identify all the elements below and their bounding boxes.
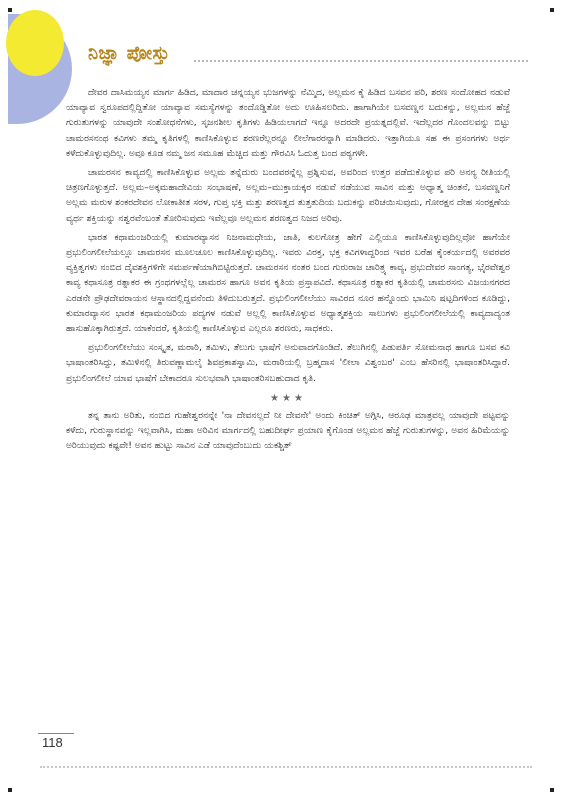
paragraph-3: ಭಾರತ ಕಥಾಮಂಜರಿಯಲ್ಲಿ ಕುಮಾರವ್ಯಾಸನ ನಿಜನಾಮಧೇಯ, ಜಾತಿ, ಕುಲಗೋತ್ರ ಹೇಗೆ ಎಲ್ಲಿಯೂ ಕಾಣಿಸಿಕೊಳ್ಳುವುದಿಲ್ಲವೋ ಹಾಗೆಯೇ ಪ್ರಭುಲಿಂಗಲೀಲೆಯಲ್ಲೂ ಚಾಮರಸನ ಮೂಲಚೂಲ ಕಾಣಿಸಿಕೊಳ್ಳುವುದಿಲ್ಲ. ಇವರು ವಿರಕ್ತ, ಭಕ್ತ ಕವಿಗಳಾದ್ದರಿಂದ ಇವರ ಬರೆಹ ಕೈಂಕರ್ಯದಲ್ಲಿ ಅವರವರ ವ್ಯಕ್ತಿತ್ವಗಳು ನಂಬಿದ ದೈವಶಕ್ತಿಗಳಿಗೇ ಸಮರ್ಪಣೆಯಾಗಿಬಿಟ್ಟಿರುತ್ತದೆ. ಚಾಮರಸನ ನಂತರ ಬಂದ ಗುರುರಾಜ ಚಾರಿತ್ರ್ಯ ಕಾವ್ಯ, ಪ್ರಭುದೇವರ ಸಾಂಗತ್ಯ, ಭೈರವೇಶ್ವರ ಕಾವ್ಯ ಕಥಾಸೂತ್ರ ರತ್ನಾಕರ ಈ ಗ್ರಂಥಗಳಲ್ಲೆಲ್ಲ ಚಾಮರಸ ಹಾಗೂ ಅವನ ಕೃತಿಯ ಪ್ರಸ್ತಾಪವಿದೆ. ಕಥಾಸೂತ್ರ ರತ್ನಾಕರ ಕೃತಿಯಲ್ಲಿ ಚಾಮರಸನು ವಿಜಯನಗರದ ಎರಡನೇ ಪ್ರೌಢದೇವರಾಯನ ಆಸ್ಥಾನದಲ್ಲಿದ್ದವನೆಂದು ತಿಳಿದುಬರುತ್ತದೆ. ಪ್ರಭುಲಿಂಗಲೀಲೆಯು ಸಾವಿರದ ನೂರ ಹನ್ನೊಂದು ಭಾಮಿನಿ ಷಟ್ಪದಿಗಳಿಂದ ಕೂಡಿದ್ದು, ಕುಮಾರವ್ಯಾಸನ ಭಾರತ ಕಥಾಮಂಜರಿಯ ಪದ್ಯಗಳ ನಡುವೆ ಅಲ್ಲಲ್ಲಿ ಕಾಣಿಸಿಕೊಳ್ಳುವ ಅಧ್ಯಾತ್ಮಶಕ್ತಿಯ ಸಾಲುಗಳು ಪ್ರಭುಲಿಂಗಲೀಲೆಯಲ್ಲಿ ಕಾವ್ಯದಾದ್ಯಂತ ಹಾಸುಹೊಕ್ಕಾಗಿರುತ್ತದೆ. ಯಾಕೆಂದರೆ, ಕೃತಿಯಲ್ಲಿ ಕಾಣಿಸಿಕೊಳ್ಳುವ ಎಲ್ಲರೂ ಶರಣರು, ಸಾಧಕರು. <box>66 232 510 335</box>
header-dotted-rule <box>194 60 528 62</box>
footer-rule <box>38 733 74 734</box>
crop-mark-bottom-right <box>550 788 554 792</box>
decorative-yellow-circle <box>6 10 64 76</box>
footer-dotted-rule <box>40 766 532 768</box>
body-text <box>66 86 510 459</box>
crop-mark-bottom-left <box>8 788 12 792</box>
section-separator: ★★★ <box>270 392 306 404</box>
crop-mark-top-right <box>550 8 554 12</box>
closing-paragraph: ತನ್ನ ತಾನು ಅರಿತು, ನಂಬಿದ ಗುಹೇಶ್ವರನನ್ನೇ 'ನಾ ದೇವನಲ್ಲದೆ ನೀ ದೇವನೇ' ಅಂದು ಕಿಂಚಿತ್ ಅಗ್ಗಿಸಿ, ಆರೂಢ ಮಾತ್ರವಲ್ಲ ಯಾವುದೇ ಪಟ್ಟವನ್ನು ಕಳೆದು, ಗುರುಸ್ಥಾನವನ್ನು ಇಲ್ಲವಾಗಿಸಿ, ಮಹಾ ಅರಿವಿನ ಮಾರ್ಗದಲ್ಲಿ ಬಹುದೀರ್ಘ ಪ್ರಯಾಣ ಕೈಗೊಂಡ ಅಲ್ಲಮನ ಹೆಜ್ಜೆ ಗುರುತುಗಳನ್ನು, ಅವನ ಹಿರಿಮೆಯನ್ನು ಅರಿಯುವುದು ಕಷ್ಟವೇ! ಅವನ ಹುಟ್ಟು ಸಾವಿನ ಎಡೆ ಯಾವುದೆಂಬುದು ಯಕಶ್ಚಿತ್ <box>66 411 510 452</box>
section-header-title: ನಿಜ್ಞಾ ಪೋಸ್ತು <box>88 43 170 64</box>
page-number: 118 <box>42 735 63 750</box>
paragraph-4: ಪ್ರಭುಲಿಂಗಲೀಲೆಯು ಸಂಸ್ಕೃತ, ಮರಾಠಿ, ತಮಿಳು, ತೆಲುಗು ಭಾಷೆಗೆ ಅನುವಾದಗೊಂಡಿದೆ. ತೆಲುಗಿನಲ್ಲಿ ಪಿಡುಪರ್ತಿ ಸೋಮನಾಥ ಹಾಗೂ ಬಸವ ಕವಿ ಭಾಷಾಂತರಿಸಿದ್ದು, ತಮಿಳಿನಲ್ಲಿ ತಿರುವಣ್ಣಾಮಲೈ ಶಿವಪ್ರಕಾಶಸ್ವಾಮಿ, ಮರಾಠಿಯಲ್ಲಿ ಬ್ರಹ್ಮದಾಸ 'ಲೀಲಾ ವಿಶ್ವಂಬರ' ಎಂಬ ಹೆಸರಿನಲ್ಲಿ ಭಾಷಾಂತರಿಸಿದ್ದಾರೆ. ಪ್ರಭುಲಿಂಗಲೀಲೆ ಯಾವ ಭಾಷೆಗೆ ಬೇಕಾದರೂ ಸುಲಭವಾಗಿ ಭಾಷಾಂತರಿಸಬಹುದಾದ ಕೃತಿ. <box>66 343 510 384</box>
paragraph-1: ದೇವರ ದಾಸಿಮಯ್ಯನ ಮಾರ್ಗ ಹಿಡಿದ, ಮಾದಾರ ಚನ್ನಯ್ಯನ ಭುಜಗಳನ್ನು ನೆಮ್ಮಿದ, ಅಲ್ಲಮನ ಕೈ ಹಿಡಿದ ಬಸವನ ಪರಿ, ಶರಣ ಸಂದೋಹದ ನಡುವೆ ಯಾವ್ಯಾವ ಸ್ವರೂಪದಲ್ಲಿದ್ದಿತೋ ಯಾವ್ಯಾವ ಸಮಸ್ಯೆಗಳನ್ನು ತಂದೊಡ್ಡಿತೋ ಅದು ಊಹಿಸಲರಿದು. ಹಾಗಾಗಿಯೇ ಬಸವಣ್ಣನ ಬದುಕನ್ನು, ಅಲ್ಲಮನ ಹೆಜ್ಜೆ ಗುರುತುಗಳನ್ನು ಯಾವುದೇ ಸಂಶೋಧನೆಗಳು, ಸೃಜನಶೀಲ ಕೃತಿಗಳು ಹಿಡಿಯಲಾಗದೆ ಇನ್ನೂ ಅದರದೇ ಪ್ರಯತ್ನದಲ್ಲಿವೆ. ಇದೆಲ್ಲದರ ಗೊಂದಲವನ್ನು ಬಿಟ್ಟು ಚಾಮರಸನಂಥ ಕವಿಗಳು ತಮ್ಮ ಕೃತಿಗಳಲ್ಲಿ ಕಾಣಿಸಿಕೊಳ್ಳುವ ಶರಣರೆಲ್ಲರನ್ನೂ ಲೀಲೆಗಾರರನ್ನಾಗಿ ಮಾಡಿದರು. ಇತ್ತಾಗಿಯೂ ಸಹ ಈ ಪ್ರಸಂಗಗಳು ಅರ್ಥ ಕಳೆದುಕೊಳ್ಳುವುದಿಲ್ಲ. ಅವೂ ಕೂಡ ನಮ್ಮ ಜನ ಸಮೂಹ ಮೆಚ್ಚಿದ ಮತ್ತು ಗೌರವಿಸಿ ಓದುತ್ತ ಬಂದ ಪಠ್ಯಗಳೇ. <box>66 88 510 159</box>
crop-mark-top-left <box>8 8 12 12</box>
paragraph-2: ಚಾಮರಸನ ಕಾವ್ಯದಲ್ಲಿ ಕಾಣಿಸಿಕೊಳ್ಳುವ ಅಲ್ಲಮ ತನ್ನೆದುರು ಬಂದವರನ್ನೆಲ್ಲ ಪ್ರಶ್ನಿಸುವ, ಅವರಿಂದ ಉತ್ತರ ಪಡೆದುಕೊಳ್ಳುವ ಪರಿ ಅನನ್ಯ ರೀತಿಯಲ್ಲಿ ಚಿತ್ರಣಗೊಳ್ಳುತ್ತದೆ. ಅಲ್ಲಮ–ಅಕ್ಕಮಹಾದೇವಿಯ ಸಂಭಾಷಣೆ, ಅಲ್ಲಮ–ಮುಕ್ತಾಯಕ್ಕರ ನಡುವೆ ನಡೆಯುವ ಸಾವಿನ ಮತ್ತು ಅಧ್ಯಾತ್ಮ ಚಿಂತನೆ, ಬಸವಣ್ಣನಿಗೆ ಅಲ್ಲಮ ಮರುಳ ಶಂಕರದೇವನ ಲೋಕಾತೀತ ಸರಳ, ಗುಪ್ತ ಭಕ್ತಿ ಮತ್ತು ಶರಣತ್ವದ ತುತ್ತತುದಿಯ ಬದುಕನ್ನು ಪರಿಚಯಿಸುವುದು, ಗೋರಕ್ಷನ ದೇಹ ಸಂರಕ್ಷಣೆಯ ವ್ಯರ್ಥ ಶಕ್ತಿಯನ್ನು ನಶ್ವರವೆಂಬಂತೆ ತೋರಿಸುವುದು ಇವೆಲ್ಲವೂ ಅಲ್ಲಮನ ಶರಣತ್ವದ ನಿಜದ ಅರಿವು. <box>66 168 510 224</box>
